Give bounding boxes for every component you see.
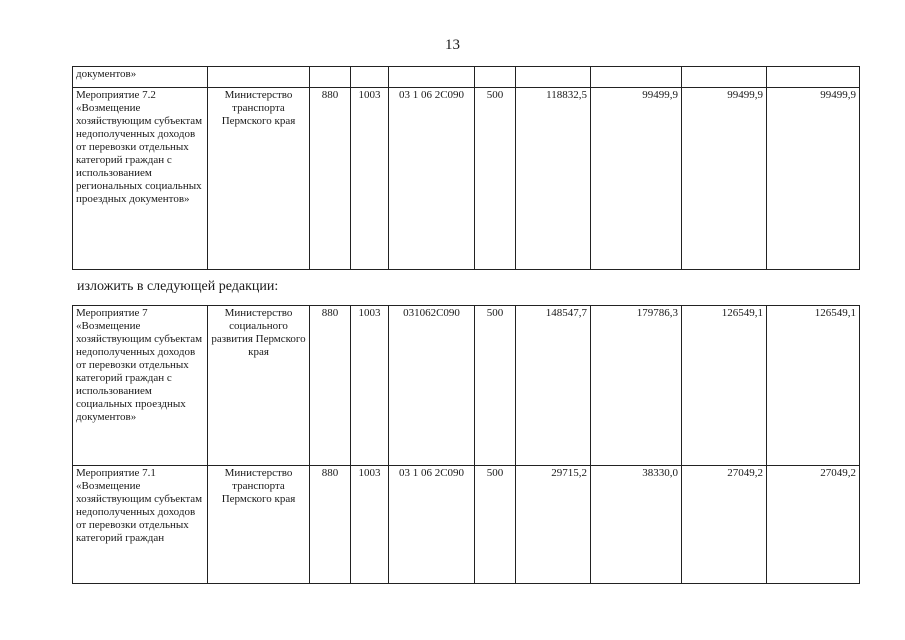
amount-cell [591, 67, 682, 88]
code-cell: 03 1 06 2С090 [389, 88, 475, 270]
code-cell: 500 [475, 88, 516, 270]
code-cell: 880 [310, 466, 351, 584]
table-row [73, 306, 860, 466]
amount-cell: 148547,7 [516, 306, 591, 466]
activity-name-cell: Мероприятие 7 «Возмещение хозяйствующим субъектам недополученных доходов от перевозки отдельных категорий граждан с использованием социальных проездных документов» [73, 306, 208, 466]
code-cell [310, 67, 351, 88]
code-cell: 03 1 06 2С090 [389, 466, 475, 584]
code-cell [475, 67, 516, 88]
amount-cell: 118832,5 [516, 88, 591, 270]
code-cell: 880 [310, 306, 351, 466]
activity-name-cell: документов» [73, 67, 208, 88]
code-cell [351, 67, 389, 88]
amount-cell: 99499,9 [682, 88, 767, 270]
amount-cell: 38330,0 [591, 466, 682, 584]
table-row [73, 466, 860, 584]
code-cell: 500 [475, 466, 516, 584]
amount-cell: 29715,2 [516, 466, 591, 584]
code-cell: 1003 [351, 466, 389, 584]
amount-cell: 99499,9 [591, 88, 682, 270]
code-cell: 031062С090 [389, 306, 475, 466]
amount-cell [767, 67, 860, 88]
executor-cell [208, 67, 310, 88]
activity-name-cell: Мероприятие 7.2 «Возмещение хозяйствующим субъектам недополученных доходов от перевозки отдельных категорий граждан с использованием региональных социальных проездных документов» [73, 88, 208, 270]
amount-cell: 126549,1 [767, 306, 860, 466]
amendment-instruction: изложить в следующей редакции: [77, 279, 279, 294]
amount-cell: 179786,3 [591, 306, 682, 466]
code-cell: 1003 [351, 306, 389, 466]
table-row [73, 88, 860, 270]
executor-cell: Министерство транспорта Пермского края [208, 466, 310, 584]
code-cell [389, 67, 475, 88]
amount-cell: 99499,9 [767, 88, 860, 270]
page-number: 13 [445, 37, 460, 53]
code-cell: 880 [310, 88, 351, 270]
executor-cell: Министерство социального развития Пермского края [208, 306, 310, 466]
amount-cell [516, 67, 591, 88]
amount-cell [682, 67, 767, 88]
executor-cell: Министерство транспорта Пермского края [208, 88, 310, 270]
budget-table-bottom [72, 305, 860, 584]
amount-cell: 126549,1 [682, 306, 767, 466]
code-cell: 500 [475, 306, 516, 466]
budget-table-top [72, 66, 860, 270]
activity-name-cell: Мероприятие 7.1 «Возмещение хозяйствующим субъектам недополученных доходов от перевозки отдельных категорий граждан [73, 466, 208, 584]
amount-cell: 27049,2 [682, 466, 767, 584]
code-cell: 1003 [351, 88, 389, 270]
amount-cell: 27049,2 [767, 466, 860, 584]
table-row [73, 67, 860, 88]
